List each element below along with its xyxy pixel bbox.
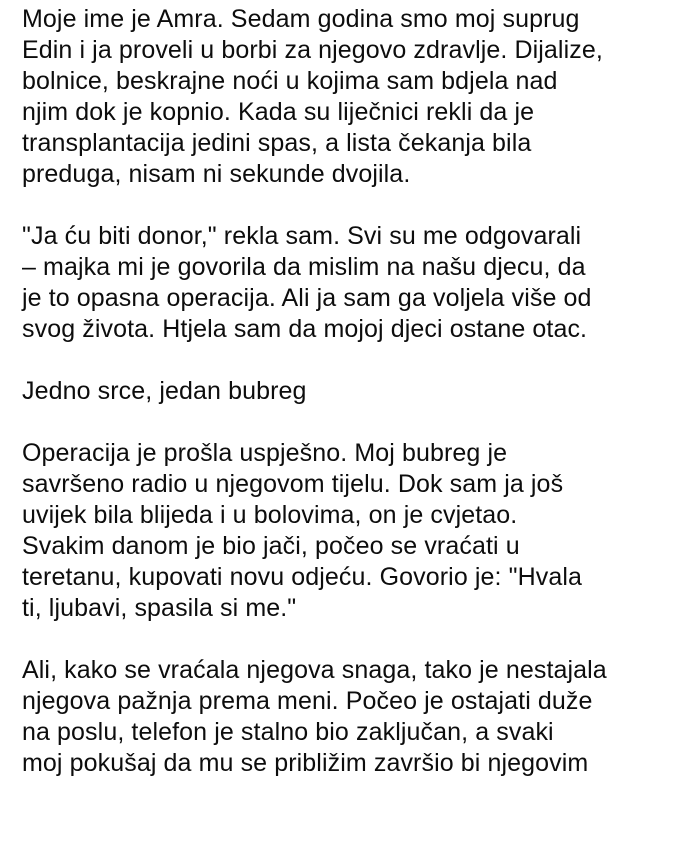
section-heading [22,376,688,407]
text-line: ti, ljubavi, spasila si me." [22,594,297,622]
text-line: Moje ime je Amra. Sedam godina smo moj suprug [22,5,580,33]
paragraph-donor-decision [22,221,688,345]
document-body [22,4,688,810]
paragraph-intro [22,4,688,190]
text-line: – majka mi je govorila da mislim na našu djecu, da [22,253,586,281]
text-line: bolnice, beskrajne noći u kojima sam bdjela nad [22,67,558,95]
text-line: Svakim danom je bio jači, počeo se vraćati u [22,532,520,560]
text-line: savršeno radio u njegovom tijelu. Dok sam ja još [22,470,564,498]
text-line: moj pokušaj da mu se približim završio bi njegovim [22,749,589,777]
text-line: na poslu, telefon je stalno bio zaključan, a svaki [22,718,554,746]
text-line: svog života. Htjela sam da mojoj djeci ostane otac. [22,315,588,343]
text-line: je to opasna operacija. Ali ja sam ga voljela više od [22,284,592,312]
text-line: njim dok je kopnio. Kada su liječnici rekli da je [22,98,535,126]
text-line: Edin i ja proveli u borbi za njegovo zdravlje. Dijalize, [22,36,603,64]
text-line: transplantacija jedini spas, a lista čekanja bila [22,129,532,157]
paragraph-operation [22,438,688,624]
text-line: teretanu, kupovati novu odjeću. Govorio je: "Hvala [22,563,583,591]
text-line: njegova pažnja prema meni. Počeo je ostajati duže [22,687,593,715]
paragraph-change [22,655,688,779]
heading-text: Jedno srce, jedan bubreg [22,377,307,405]
text-line: preduga, nisam ni sekunde dvojila. [22,160,411,188]
text-line: Ali, kako se vraćala njegova snaga, tako je nestajala [22,656,607,684]
text-line: uvijek bila blijeda i u bolovima, on je cvjetao. [22,501,518,529]
text-line: "Ja ću biti donor," rekla sam. Svi su me odgovarali [22,222,582,250]
text-line: Operacija je prošla uspješno. Moj bubreg je [22,439,508,467]
